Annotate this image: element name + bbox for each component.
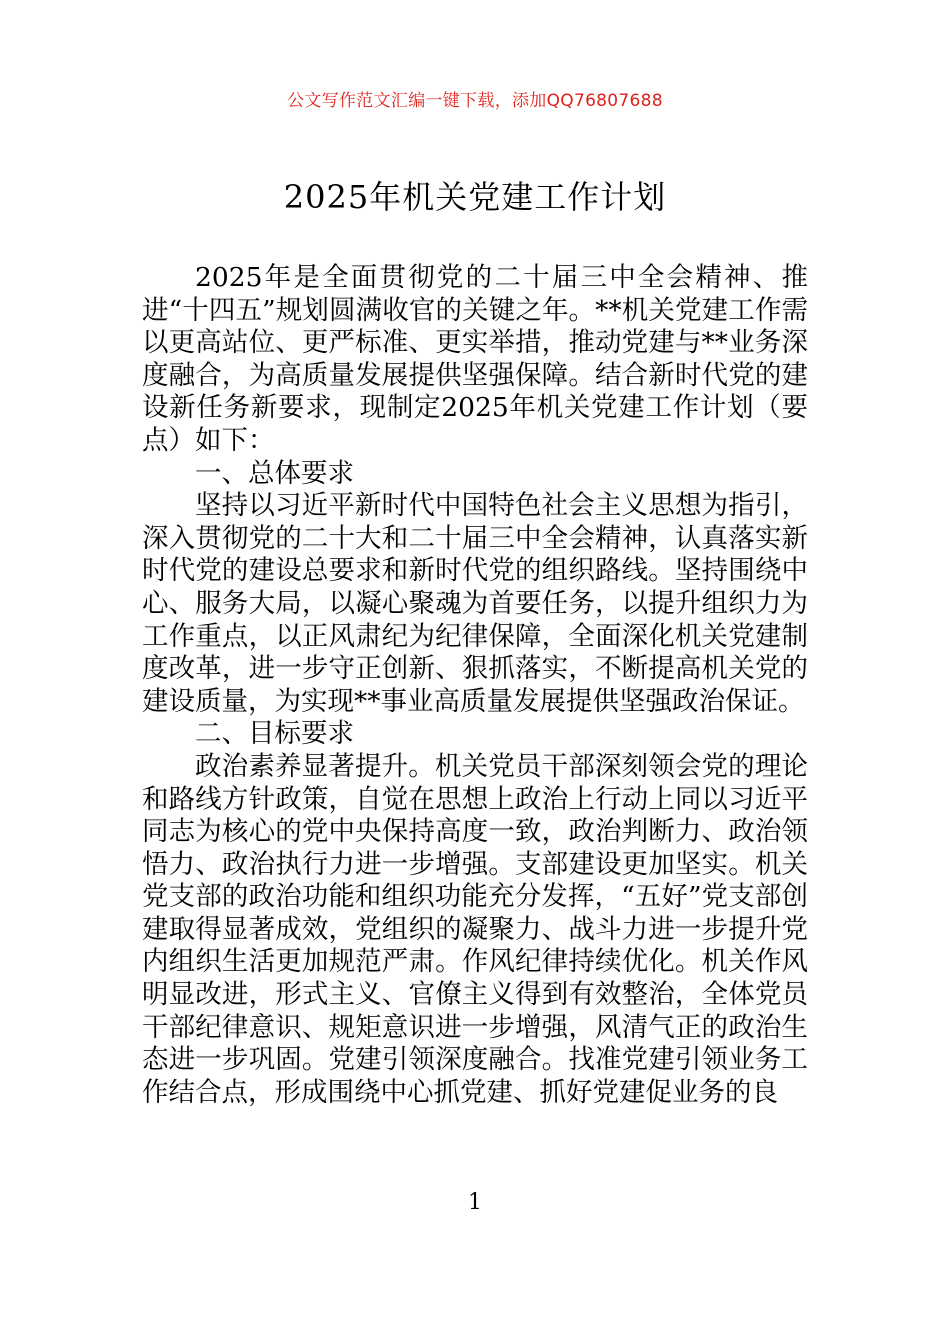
section-heading-goal-requirements: 二、目标要求 [195, 718, 354, 750]
section-heading-general-requirements: 一、总体要求 [195, 457, 354, 489]
document-title: 2025年机关党建工作计划 [283, 178, 667, 216]
intro-paragraph: 2025年是全面贯彻党的二十届三中全会精神、推进“十四五”规划圆满收官的关键之年。**机关党建工作需以更高站位、更严标准、更实举措，推动党建与**业务深度融合，为高质量发展提供坚强保障。结合新时代党的建设新任务新要求，现制定2025年机关党建工作计划（要点）如下： [142, 262, 808, 456]
document-body [142, 262, 808, 1109]
page-number: 1 [468, 1190, 482, 1215]
general-requirements-paragraph: 坚持以习近平新时代中国特色社会主义思想为指引，深入贯彻党的二十大和二十届三中全会精神，认真落实新时代党的建设总要求和新时代党的组织路线。坚持围绕中心、服务大局，以凝心聚魂为首要任务，以提升组织力为工作重点，以正风肃纪为纪律保障，全面深化机关党建制度改革，进一步守正创新、狠抓落实，不断提高机关党的建设质量，为实现**事业高质量发展提供坚强政治保证。 [142, 490, 808, 717]
download-notice: 公文写作范文汇编一键下载，添加QQ76807688 [287, 91, 663, 111]
goal-requirements-paragraph: 政治素养显著提升。机关党员干部深刻领会党的理论和路线方针政策，自觉在思想上政治上行动上同以习近平同志为核心的党中央保持高度一致，政治判断力、政治领悟力、政治执行力进一步增强。支部建设更加坚实。机关党支部的政治功能和组织功能充分发挥，“五好”党支部创建取得显著成效，党组织的凝聚力、战斗力进一步提升党内组织生活更加规范严肃。作风纪律持续优化。机关作风明显改进，形式主义、官僚主义得到有效整治，全体党员干部纪律意识、规矩意识进一步增强，风清气正的政治生态进一步巩固。党建引领深度融合。找准党建引领业务工作结合点，形成围绕中心抓党建、抓好党建促业务的良 [142, 750, 808, 1108]
